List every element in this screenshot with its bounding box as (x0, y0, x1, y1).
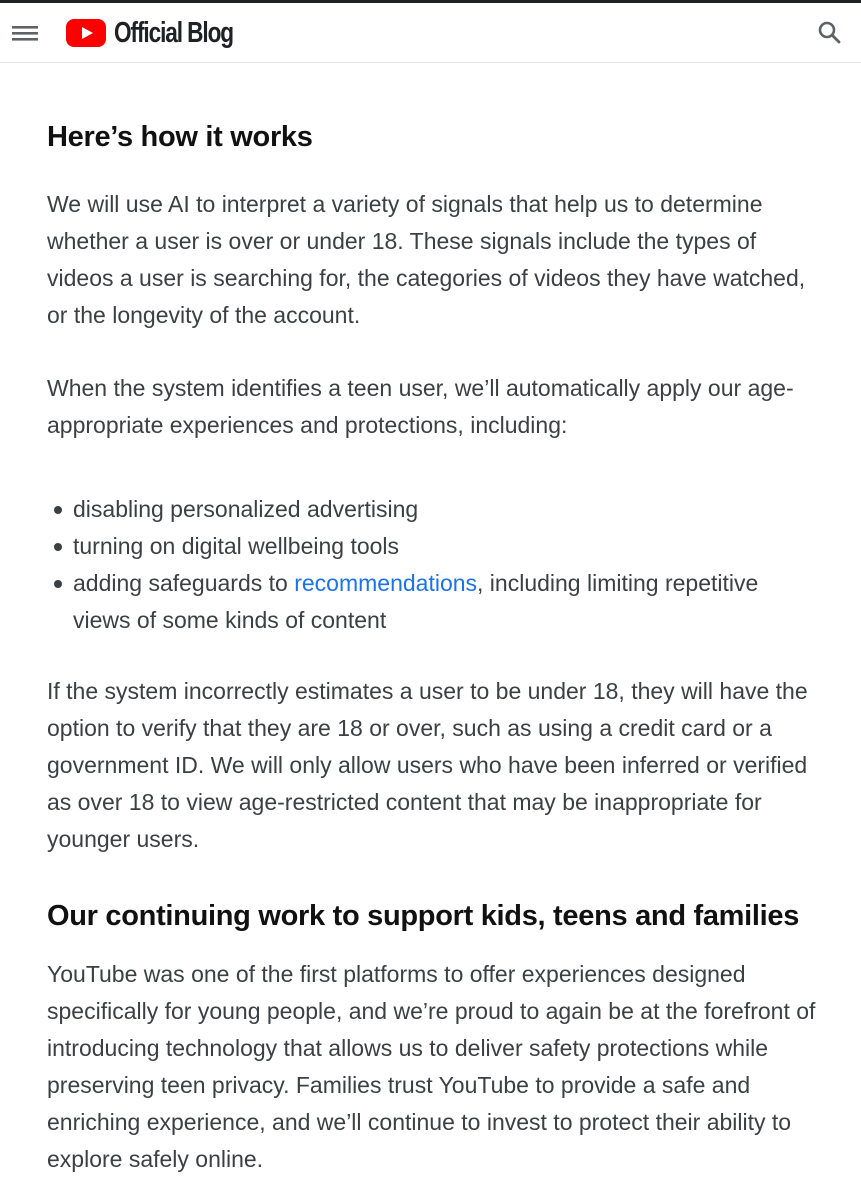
brand-name: Official Blog (114, 17, 234, 49)
protections-list (47, 491, 817, 639)
section-heading-continuing-work: Our continuing work to support kids, teens and families (47, 900, 800, 932)
paragraph-continuing-work: YouTube was one of the first platforms to offer experiences designed specifically for young people, and we’re proud to again be at the forefront of introducing technology that allows us to deliver safety protections while preserving teen privacy. Families trust YouTube to provide a safe and enriching experience, and we’ll continue to invest to protect their ability to explore safely online. (47, 961, 816, 1172)
brand-link[interactable] (66, 13, 267, 53)
list-item (73, 565, 817, 639)
hamburger-menu-icon[interactable] (8, 17, 44, 49)
youtube-play-logo-icon (66, 19, 106, 47)
paragraph-age-verification: If the system incorrectly estimates a user to be under 18, they will have the option to verify that they are 18 or over, such as using a credit card or a government ID. We will only allow users who have been inferred or verified as over 18 to view age-restricted content that may be inappropriate for younger users. (47, 678, 808, 852)
recommendations-link[interactable]: recommendations (294, 570, 478, 596)
article-body (47, 108, 817, 1178)
section-heading-how-it-works: Here’s how it works (47, 121, 313, 153)
list-item-text-after-link: , including limiting repetitive views of some kinds of content (73, 570, 759, 633)
list-item (73, 528, 817, 565)
site-header (0, 3, 861, 63)
list-item-text: disabling personalized advertising (73, 496, 419, 522)
paragraph-ai-signals: We will use AI to interpret a variety of signals that help us to determine whether a user is over or under 18. These signals include the types of videos a user is searching for, the categories of videos they have watched, or the longevity of the account. (47, 191, 806, 328)
list-item-text-before-link: adding safeguards to (73, 570, 295, 596)
search-icon[interactable] (815, 17, 845, 49)
list-item-text: turning on digital wellbeing tools (73, 533, 400, 559)
list-item (73, 491, 817, 528)
paragraph-teen-protections: When the system identifies a teen user, we’ll automatically apply our age-appropriate experiences and protections, including: (47, 375, 794, 438)
